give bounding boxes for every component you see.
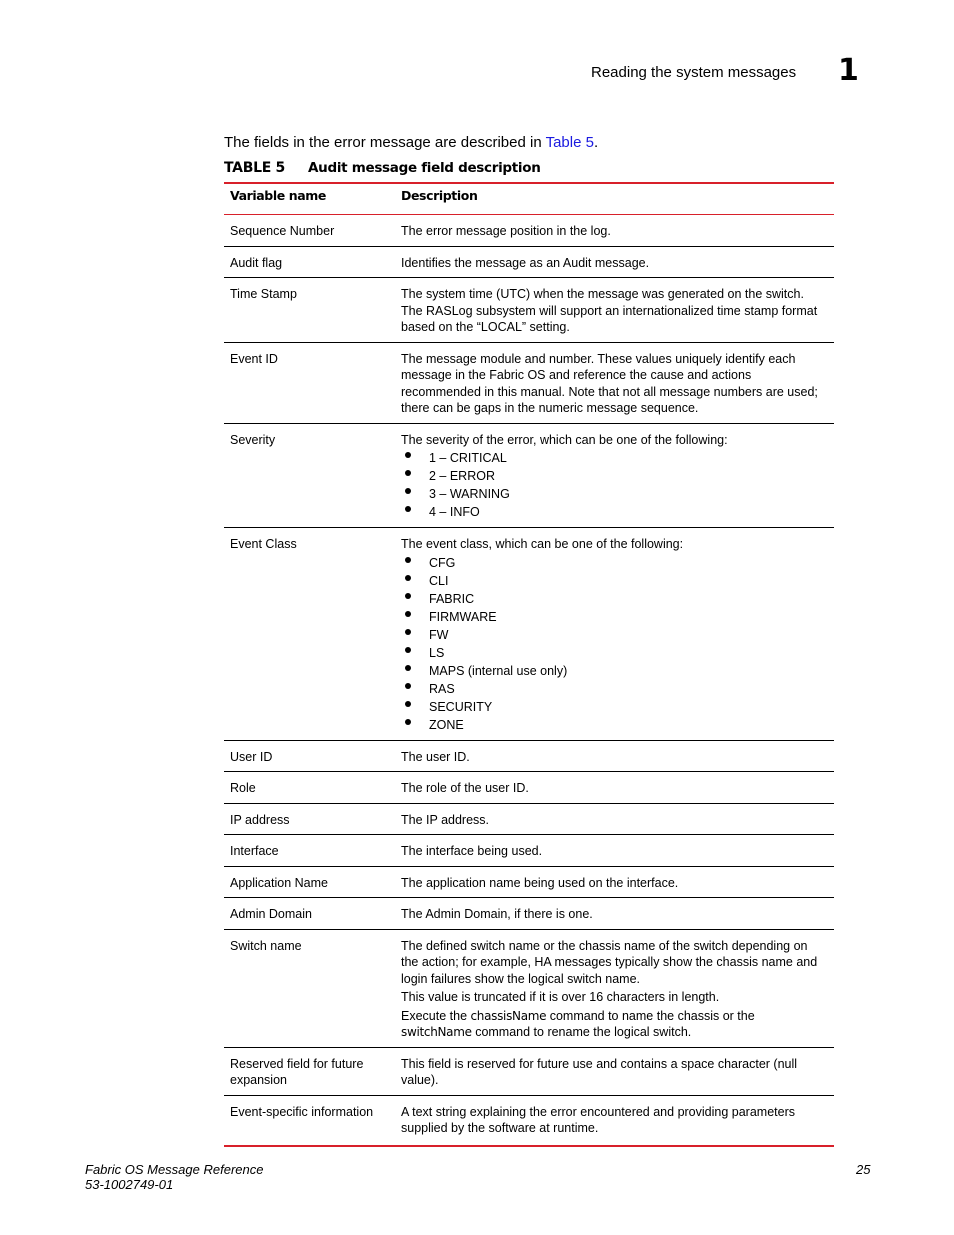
footer-doc-number: 53-1002749-01 xyxy=(85,1177,174,1192)
table-row xyxy=(224,1095,834,1146)
variable-name-cell: Admin Domain xyxy=(224,898,395,930)
variable-name-cell: User ID xyxy=(224,740,395,772)
execute-text: Execute the xyxy=(401,1008,471,1023)
variable-name-cell: Switch name xyxy=(224,929,395,1047)
bullet-item: CFG xyxy=(401,554,828,572)
bullet-item: MAPS (internal use only) xyxy=(401,662,828,680)
bullet-item: 3 – WARNING xyxy=(401,485,828,503)
bullet-list xyxy=(401,554,828,734)
bullet-item: LS xyxy=(401,644,828,662)
footer-doc-info xyxy=(85,1162,263,1192)
variable-name-cell: Interface xyxy=(224,835,395,867)
description-cell xyxy=(395,278,834,343)
description-text: The application name being used on the interface. xyxy=(401,875,679,890)
description-text: The message module and number. These values uniquely identify each message in the Fabric OS and reference the cause and actions recommended in this manual. Note that not all message numbers are used; there can be gaps in the numeric message sequence. xyxy=(401,351,818,415)
description-cell xyxy=(395,1047,834,1095)
bullet-item: RAS xyxy=(401,680,828,698)
variable-name-cell: Sequence Number xyxy=(224,215,395,247)
description-text: The error message position in the log. xyxy=(401,224,611,238)
variable-name-cell: Event-specific information xyxy=(230,1104,374,1119)
table-header-row xyxy=(224,183,834,215)
chassisname-command: chassisName xyxy=(470,1008,547,1023)
column-header-variable-name: Variable name xyxy=(224,183,395,215)
description-cell xyxy=(395,835,834,867)
description-text: The IP address. xyxy=(401,812,490,827)
footer-page-number: 25 xyxy=(856,1162,871,1177)
variable-name-cell: Event ID xyxy=(224,342,395,423)
table-row xyxy=(224,1047,834,1095)
description-cell xyxy=(395,528,834,741)
intro-paragraph xyxy=(224,134,598,151)
running-header-title: Reading the system messages xyxy=(591,64,797,81)
audit-field-table xyxy=(224,182,834,1147)
description-text: A text string explaining the error encountered and providing parameters supplied by the software at runtime. xyxy=(401,1104,795,1135)
table-title: Audit message field description xyxy=(308,160,541,176)
description-cell xyxy=(395,342,834,423)
table-row xyxy=(224,278,834,343)
table-row xyxy=(224,740,834,772)
bullet-item: FABRIC xyxy=(401,590,828,608)
description-text: The Admin Domain, if there is one. xyxy=(401,907,593,921)
description-cell xyxy=(395,772,834,804)
variable-name-cell: Event Class xyxy=(224,528,395,741)
table-row xyxy=(224,803,834,835)
description-cell xyxy=(395,1095,834,1146)
variable-name-cell: Time Stamp xyxy=(224,278,395,343)
switchname-command: switchName xyxy=(401,1025,472,1039)
intro-period: . xyxy=(593,134,599,151)
description-text: The event class, which can be one of the following: xyxy=(401,537,684,551)
table-row xyxy=(224,929,834,1047)
table-row xyxy=(224,866,834,898)
description-text: The severity of the error, which can be one of the following: xyxy=(401,432,728,447)
bullet-item: ZONE xyxy=(401,716,828,734)
table-row xyxy=(224,215,834,247)
variable-name-cell: IP address xyxy=(224,803,395,835)
description-text: The user ID. xyxy=(401,749,470,764)
chapter-number: 1 xyxy=(838,53,859,88)
execute-text: command to rename the logical switch. xyxy=(471,1025,692,1039)
description-text: This field is reserved for future use and contains a space character (null value). xyxy=(401,1056,798,1087)
description-cell xyxy=(395,898,834,930)
table-row xyxy=(224,835,834,867)
description-text: The defined switch name or the chassis name of the switch depending on the action; for example, HA messages typically show the chassis name and login failures show the logical switch name. xyxy=(401,938,818,986)
description-cell xyxy=(395,866,834,898)
description-text: The interface being used. xyxy=(401,844,543,858)
footer-doc-title: Fabric OS Message Reference xyxy=(85,1162,264,1177)
table-body xyxy=(224,215,834,1146)
description-cell xyxy=(395,803,834,835)
variable-name-cell: Reserved field for future expansion xyxy=(224,1047,395,1095)
table-row xyxy=(224,423,834,528)
bullet-item: FW xyxy=(401,626,828,644)
description-cell xyxy=(395,423,834,528)
description-cell xyxy=(395,215,834,247)
bullet-item: FIRMWARE xyxy=(401,608,828,626)
table-row xyxy=(224,246,834,278)
table-row xyxy=(224,772,834,804)
execute-text: command to name the chassis or the xyxy=(546,1008,755,1023)
variable-name-cell: Severity xyxy=(224,423,395,528)
table-row xyxy=(224,898,834,930)
variable-name-cell: Role xyxy=(224,772,395,804)
execute-instruction xyxy=(401,1008,828,1041)
description-cell xyxy=(395,929,834,1047)
bullet-list xyxy=(401,449,828,521)
description-cell xyxy=(395,246,834,278)
bullet-item: 1 – CRITICAL xyxy=(401,449,828,467)
description-text: The system time (UTC) when the message was generated on the switch. The RASLog subsystem will support an internationalized time stamp format based on the “LOCAL” setting. xyxy=(401,287,818,334)
description-text: Identifies the message as an Audit message. xyxy=(401,255,650,270)
bullet-item: SECURITY xyxy=(401,698,828,716)
intro-text: The fields in the error message are described in xyxy=(224,134,546,151)
table-label: TABLE 5 xyxy=(224,160,285,176)
bullet-item: CLI xyxy=(401,572,828,590)
description-text: The role of the user ID. xyxy=(401,781,529,795)
bullet-item: 2 – ERROR xyxy=(401,467,828,485)
table-caption xyxy=(224,160,541,176)
bullet-item: 4 – INFO xyxy=(401,503,828,521)
table-5-link[interactable]: Table 5 xyxy=(545,134,594,151)
description-note: This value is truncated if it is over 16 characters in length. xyxy=(401,990,720,1004)
table-row xyxy=(224,342,834,423)
variable-name-cell: Audit flag xyxy=(224,246,395,278)
column-header-description: Description xyxy=(395,183,834,215)
variable-name-cell: Application Name xyxy=(224,866,395,898)
description-cell xyxy=(395,740,834,772)
table-row xyxy=(224,528,834,741)
